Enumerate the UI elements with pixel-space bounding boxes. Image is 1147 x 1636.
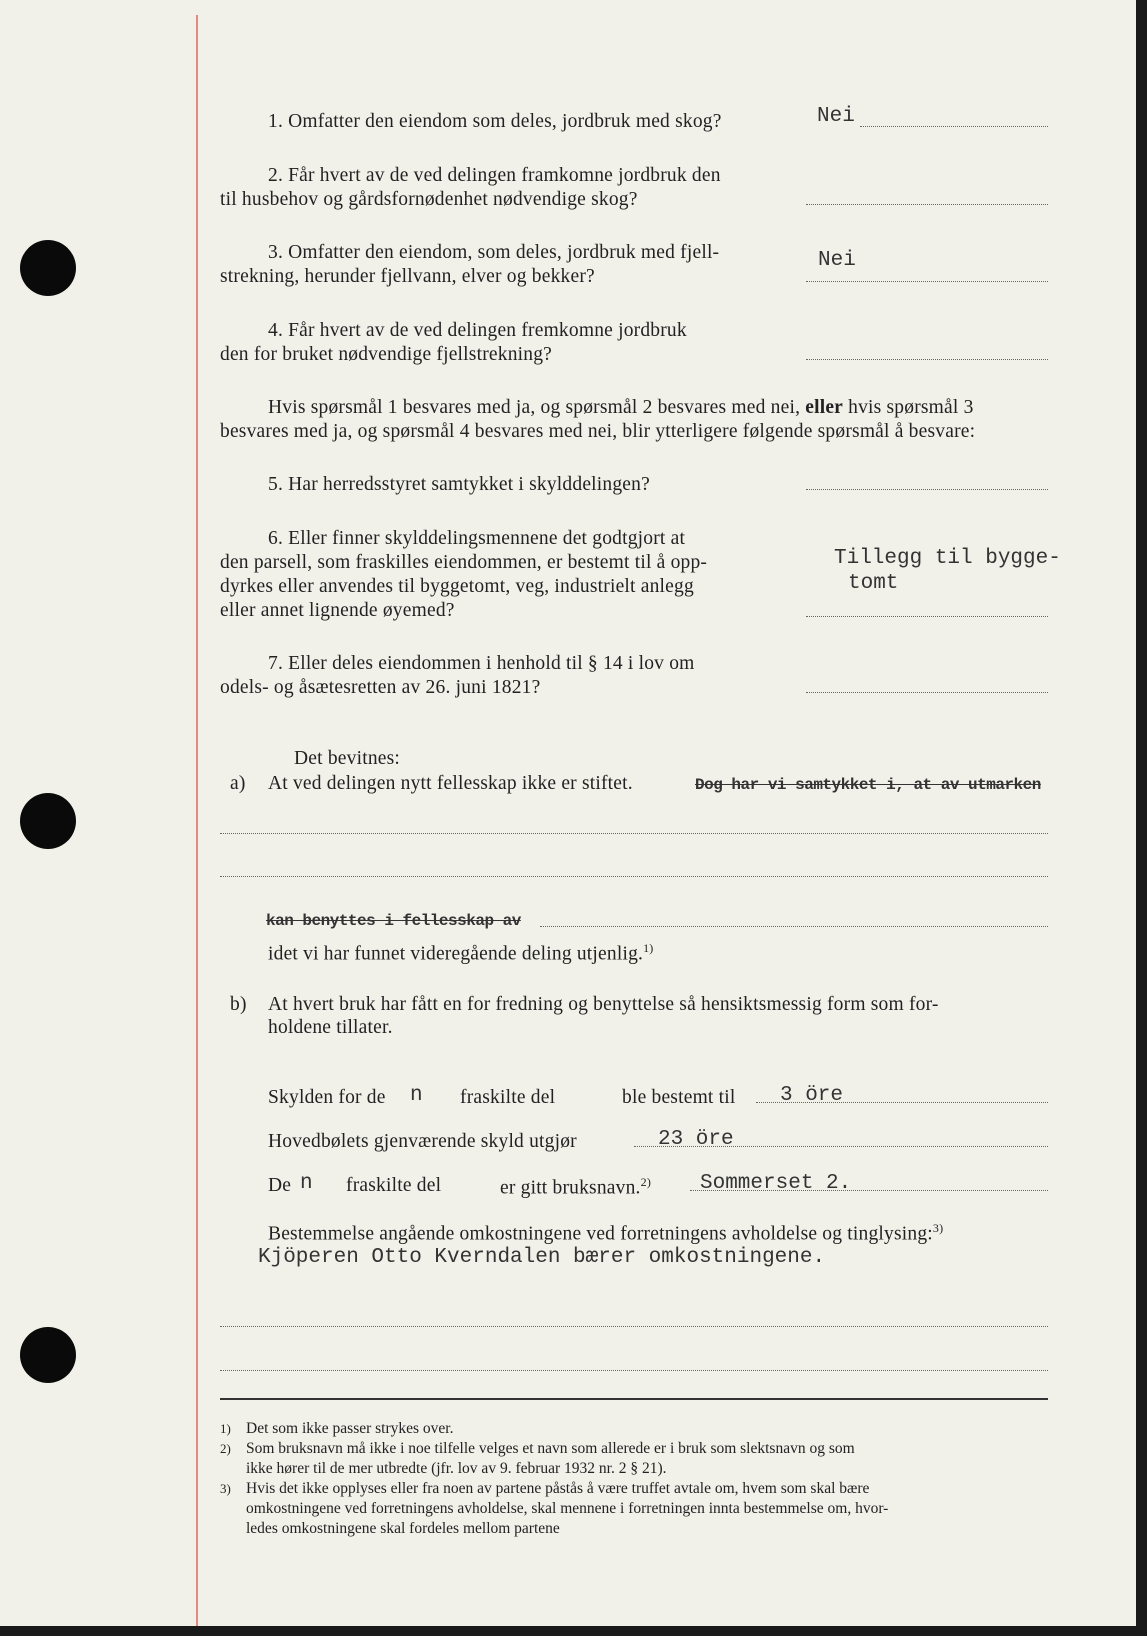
costs-answer: Kjöperen Otto Kverndalen bærer omkostningene. bbox=[258, 1246, 826, 1269]
blank-line bbox=[220, 1326, 1048, 1327]
margin-line bbox=[196, 15, 198, 1626]
answer-6-cont: tomt bbox=[848, 572, 899, 595]
handwritten-n: n bbox=[300, 1172, 313, 1195]
footnote-2: Som bruksnavn må ikke i noe tilfelle velges et navn som allerede er i bruk som slektsnavn og som bbox=[246, 1440, 855, 1457]
question-6-cont: den parsell, som fraskilles eiendommen, er bestemt til å opp- bbox=[220, 552, 708, 573]
answer-1: Nei bbox=[817, 105, 855, 128]
answer-line bbox=[690, 1190, 1048, 1191]
question-5: 5. Har herredsstyret samtykket i skylddelingen? bbox=[268, 474, 650, 495]
handwritten-n: n bbox=[410, 1084, 423, 1107]
skyld-row-1: Skylden for de bbox=[268, 1087, 386, 1108]
answer-6: Tillegg til bygge- bbox=[834, 547, 1061, 570]
footnote-marker: 3) bbox=[220, 1481, 231, 1496]
attest-heading: Det bevitnes: bbox=[294, 748, 401, 769]
question-6-cont: eller annet lignende øyemed? bbox=[220, 600, 455, 621]
skyld-row-3-c-text: er gitt bruksnavn. bbox=[500, 1177, 641, 1199]
punch-hole bbox=[20, 793, 76, 849]
question-4-cont: den for bruket nødvendige fjellstrekning? bbox=[220, 344, 553, 365]
footnote-3-cont: omkostningene ved forretningens avholdelse, skal mennene i forretningen innta bestemmelse om, hvor- bbox=[246, 1500, 889, 1517]
struck-text: kan benyttes i fellesskap av bbox=[266, 912, 521, 930]
skyld-row-1-b: fraskilte del bbox=[460, 1087, 556, 1108]
answer-line bbox=[806, 359, 1048, 360]
costs-label bbox=[268, 1221, 943, 1246]
skyld-value-2: 23 öre bbox=[658, 1128, 734, 1151]
question-3-cont: strekning, herunder fjellvann, elver og bekker? bbox=[220, 266, 595, 287]
skyld-row-3-b: fraskilte del bbox=[346, 1175, 442, 1196]
struck-text: Dog har vi samtykket i, at av utmarken bbox=[695, 776, 1041, 794]
answer-line bbox=[806, 281, 1048, 282]
footnote-3: Hvis det ikke opplyses eller fra noen av partene påstås å være truffet avtale om, hvem som skal bære bbox=[246, 1480, 870, 1497]
condition-text-cont: besvares med ja, og spørsmål 4 besvares med nei, blir ytterligere følgende spørsmål å besvare: bbox=[220, 421, 976, 442]
answer-line bbox=[634, 1146, 1048, 1147]
footnote-2-cont: ikke hører til de mer utbredte (jfr. lov av 9. februar 1932 nr. 2 § 21). bbox=[246, 1460, 667, 1477]
question-4: 4. Får hvert av de ved delingen fremkomne jordbruk bbox=[268, 320, 687, 341]
attest-a-text: At ved delingen nytt fellesskap ikke er stiftet. bbox=[268, 773, 633, 794]
condition-eller: eller bbox=[805, 397, 844, 418]
answer-line bbox=[806, 489, 1048, 490]
question-7: 7. Eller deles eiendommen i henhold til § 14 i lov om bbox=[268, 653, 695, 674]
answer-3: Nei bbox=[818, 249, 856, 272]
question-3: 3. Omfatter den eiendom, som deles, jordbruk med fjell- bbox=[268, 242, 720, 263]
attest-a-cont bbox=[268, 941, 654, 966]
blank-line bbox=[220, 876, 1048, 877]
skyld-row-2: Hovedbølets gjenværende skyld utgjør bbox=[268, 1131, 577, 1152]
skyld-row-3-c bbox=[500, 1175, 651, 1200]
costs-label-text: Bestemmelse angående omkostningene ved forretningens avholdelse og tinglysing: bbox=[268, 1223, 933, 1245]
question-6: 6. Eller finner skylddelingsmennene det godtgjort at bbox=[268, 528, 686, 549]
footnote-ref: 1) bbox=[643, 941, 654, 955]
answer-line bbox=[806, 204, 1048, 205]
question-7-cont: odels- og åsætesretten av 26. juni 1821? bbox=[220, 677, 541, 698]
footnote-ref: 3) bbox=[932, 1221, 944, 1235]
answer-line bbox=[860, 126, 1048, 127]
footnote-marker: 1) bbox=[220, 1421, 231, 1436]
attest-b-label: b) bbox=[230, 994, 247, 1015]
footnote-1: Det som ikke passer strykes over. bbox=[246, 1420, 454, 1437]
skyld-value-1: 3 öre bbox=[780, 1084, 844, 1107]
answer-line bbox=[806, 616, 1048, 617]
footnote-separator bbox=[220, 1398, 1048, 1400]
question-6-cont: dyrkes eller anvendes til byggetomt, veg, industrielt anlegg bbox=[220, 576, 694, 597]
question-1: 1. Omfatter den eiendom som deles, jordbruk med skog? bbox=[268, 111, 722, 132]
blank-line bbox=[220, 833, 1048, 834]
condition-part: Hvis spørsmål 1 besvares med ja, og spørsmål 2 besvares med nei, bbox=[268, 397, 801, 418]
question-2-cont: til husbehov og gårdsfornødenhet nødvendige skog? bbox=[220, 189, 638, 210]
attest-b-cont: holdene tillater. bbox=[268, 1017, 393, 1038]
condition-part: hvis spørsmål 3 bbox=[848, 397, 974, 418]
bruksnavn-value: Sommerset 2. bbox=[700, 1172, 852, 1195]
skyld-row-3: De bbox=[268, 1175, 292, 1196]
footnote-3-cont: ledes omkostningene skal fordeles mellom partene bbox=[246, 1520, 560, 1537]
condition-text bbox=[268, 397, 974, 419]
answer-line bbox=[806, 692, 1048, 693]
attest-a-cont-text: idet vi har funnet videregående deling utjenlig. bbox=[268, 943, 644, 965]
blank-line bbox=[220, 1370, 1048, 1371]
attest-a-label: a) bbox=[230, 773, 246, 794]
footnote-marker: 2) bbox=[220, 1441, 231, 1456]
attest-b-text: At hvert bruk har fått en for fredning og benyttelse så hensiktsmessig form som for- bbox=[268, 994, 939, 1015]
punch-hole bbox=[20, 240, 76, 296]
skyld-row-1-c: ble bestemt til bbox=[622, 1087, 736, 1108]
footnote-ref: 2) bbox=[640, 1175, 652, 1189]
blank-line bbox=[540, 926, 1048, 927]
question-2: 2. Får hvert av de ved delingen framkomne jordbruk den bbox=[268, 165, 721, 186]
punch-hole bbox=[20, 1327, 76, 1383]
answer-line bbox=[756, 1102, 1048, 1103]
